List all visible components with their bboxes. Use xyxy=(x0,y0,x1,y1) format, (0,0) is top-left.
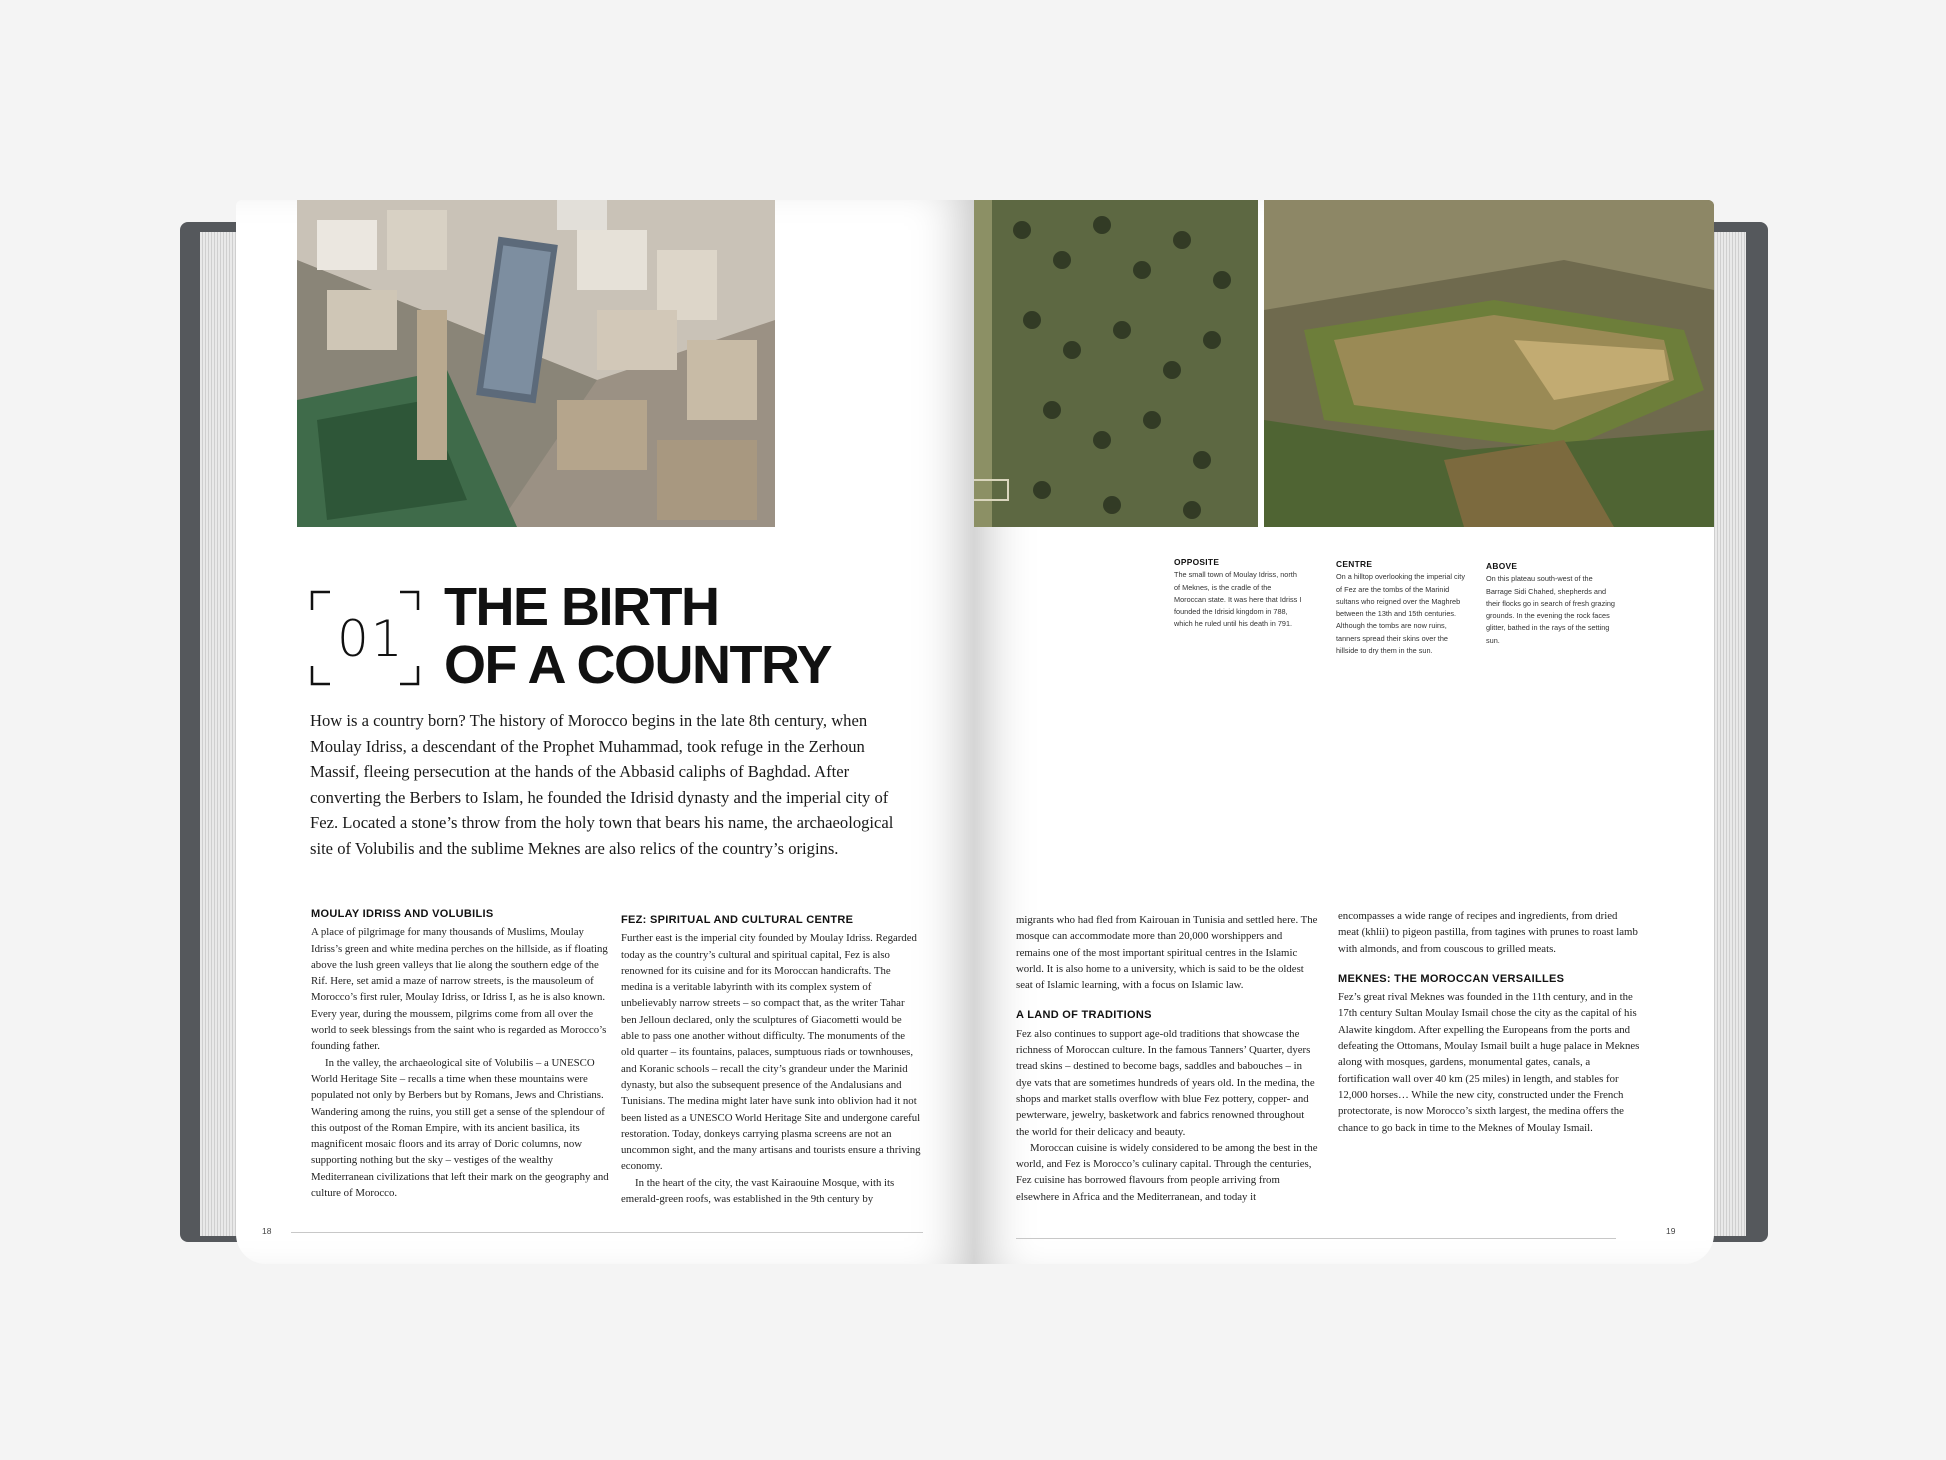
caption-text: The small town of Moulay Idriss, north of Meknes, is the cradle of the Moroccan state. It was here that Idriss I founded the Idrisid kingdom in 788, which he ruled until his death in 791. xyxy=(1174,570,1302,629)
section-heading-meknes: MEKNES: THE MOROCCAN VERSAILLES xyxy=(1338,972,1565,985)
body-paragraph: A place of pilgrimage for many thousands of Muslims, Moulay Idriss’s green and white medina perches on the hillside, as if floating above the lush green valleys that lie along the southern edge of the Rif. Here, set amid a maze of narrow streets, is the mausoleum of Morocco’s first ruler, Moulay Idriss, or Idriss I, as he is also known. Every year, during the moussem, pilgrims come from all over the world to seek blessings from the saint who is regarded as Morocco’s founding father. xyxy=(311,926,608,1053)
caption-centre xyxy=(1336,558,1468,657)
caption-heading: OPPOSITE xyxy=(1174,557,1220,567)
body-paragraph: encompasses a wide range of recipes and ingredients, from dried meat (khlii) to pigeon pastilla, from tagines with prunes to roast lamb with almonds, and from couscous to grilled meats. xyxy=(1338,910,1638,955)
body-paragraph: In the heart of the city, the vast Kairaouine Mosque, with its emerald-green roofs, was established in the 9th century by xyxy=(621,1176,895,1206)
caption-text: On a hilltop overlooking the imperial city of Fez are the tombs of the Marinid sultans who reigned over the Maghreb between the 13th and 15th centuries. Although the tombs are now ruins, tanners spread their skins over the hillside to dry them in the sun. xyxy=(1336,572,1465,656)
page-number-left: 18 xyxy=(262,1226,272,1236)
photo-tombs xyxy=(974,200,1258,527)
body-paragraph: Moroccan cuisine is widely considered to be among the best in the world, and Fez is Morocco’s culinary capital. Through the centuries, Fez cuisine has borrowed flavours from people arriving from elsewhere in Africa and the Mediterranean, and today it xyxy=(1016,1141,1318,1203)
section-heading-traditions: A LAND OF TRADITIONS xyxy=(1016,1009,1152,1022)
photo-plateau xyxy=(1264,200,1714,527)
section-heading-moulay-idriss: MOULAY IDRISS AND VOLUBILIS xyxy=(311,908,494,920)
chapter-title xyxy=(444,578,831,694)
footer-rule-right xyxy=(1016,1238,1616,1239)
left-column-1 xyxy=(311,906,609,1201)
chapter-title-line2: OF A COUNTRY xyxy=(444,635,831,695)
section-heading-fez: FEZ: SPIRITUAL AND CULTURAL CENTRE xyxy=(621,914,854,926)
page-number-right: 19 xyxy=(1666,1226,1676,1236)
body-paragraph: Fez also continues to support age-old traditions that showcase the richness of Moroccan culture. In the famous Tanners’ Quarter, dyers tread skins – destined to become bags, saddles and babouches – in dye vats that are sometimes hundreds of years old. In the medina, the shops and market stalls overflow with blue Fez pottery, copper- and pewterware, jewelry, basketwork and fabrics renowned throughout the world for their delicacy and beauty. xyxy=(1016,1027,1315,1138)
photo-medina xyxy=(297,200,775,527)
body-paragraph: In the valley, the archaeological site of Volubilis – a UNESCO World Heritage Site – recalls a time when these mountains were populated not only by Berbers but by Romans, Jews and Christians. Wandering among the ruins, you still get a sense of the splendour of this outpost of the Roman Empire, with its ancient basilica, its magnificent mosaic floors and its array of Doric columns, now supporting nothing but the sky – vestiges of the wealthy Mediterranean civilizations that left their mark on the geography and culture of Morocco. xyxy=(311,1056,609,1200)
caption-heading: ABOVE xyxy=(1486,561,1518,571)
caption-above xyxy=(1486,560,1616,647)
body-paragraph: Fez’s great rival Meknes was founded in the 11th century, and in the 17th century Sultan Moulay Ismail chose the city as the capital of his Alawite kingdom. After expelling the Europeans from the ports and defeating the Ottomans, Moulay Ismail built a huge palace in Meknes along with mosques, gardens, monumental gates, canals, a fortification wall over 40 km (25 miles) in length, and stables for 12,000 horses… While the new city, constructed under the French protectorate, is now Morocco’s sixth largest, the medina offers the chance to go back in time to the Meknes of Moulay Ismail. xyxy=(1338,991,1640,1134)
chapter-number: 01 xyxy=(337,610,405,668)
left-page xyxy=(236,200,974,1264)
caption-heading: CENTRE xyxy=(1336,559,1373,569)
body-paragraph: Further east is the imperial city founded by Moulay Idriss. Regarded today as the country’s cultural and spiritual capital, Fez is also renowned for its cuisine and for its Moroccan handicrafts. The medina is a veritable labyrinth with its complex system of unbelievably narrow streets – so compact that, as the writer Tahar ben Jelloun declared, only the sculptures of Giacometti would be able to pass one another without difficulty. The monuments of the old quarter – its fountains, palaces, sumptuous riads or townhouses, and Koranic schools – recall the city’s grandeur under the Marinid dynasty, but also the subsequent presence of the Andalusians and Tunisians. The medina might later have sunk into oblivion had it not been listed as a UNESCO World Heritage Site and undergone careful restoration. Today, donkeys carrying plasma screens are not an uncommon sight, and the many artisans and tourists ensure a thriving economy. xyxy=(621,932,921,1173)
caption-opposite xyxy=(1174,556,1302,631)
right-page xyxy=(974,200,1714,1264)
right-column-2 xyxy=(1338,908,1640,1136)
intro-paragraph: How is a country born? The history of Morocco begins in the late 8th century, when Moulay Idriss, a descendant of the Prophet Muhammad, took refuge in the Zerhoun Massif, fleeing persecution at the hands of the Abbasid caliphs of Baghdad. After converting the Berbers to Islam, he founded the Idrisid dynasty and the imperial city of Fez. Located a stone’s throw from the holy town that bears his name, the archaeological site of Volubilis and the sublime Meknes are also relics of the country’s origins. xyxy=(310,711,894,858)
left-column-2 xyxy=(621,912,921,1207)
caption-text: On this plateau south-west of the Barrage Sidi Chahed, shepherds and their flocks go in search of fresh grazing grounds. In the evening the rock faces glitter, bathed in the rays of the setting sun. xyxy=(1486,574,1615,645)
chapter-title-line1: THE BIRTH xyxy=(444,577,719,637)
page-edges-left xyxy=(200,232,240,1236)
footer-rule-left xyxy=(291,1232,923,1233)
right-column-1 xyxy=(1016,912,1318,1205)
body-paragraph: migrants who had fled from Kairouan in Tunisia and settled here. The mosque can accommodate more than 20,000 worshippers and remains one of the most important spiritual centres in the Islamic world. It is also home to a university, which is said to be the oldest seat of Islamic learning, with a focus on Islamic law. xyxy=(1016,914,1318,992)
